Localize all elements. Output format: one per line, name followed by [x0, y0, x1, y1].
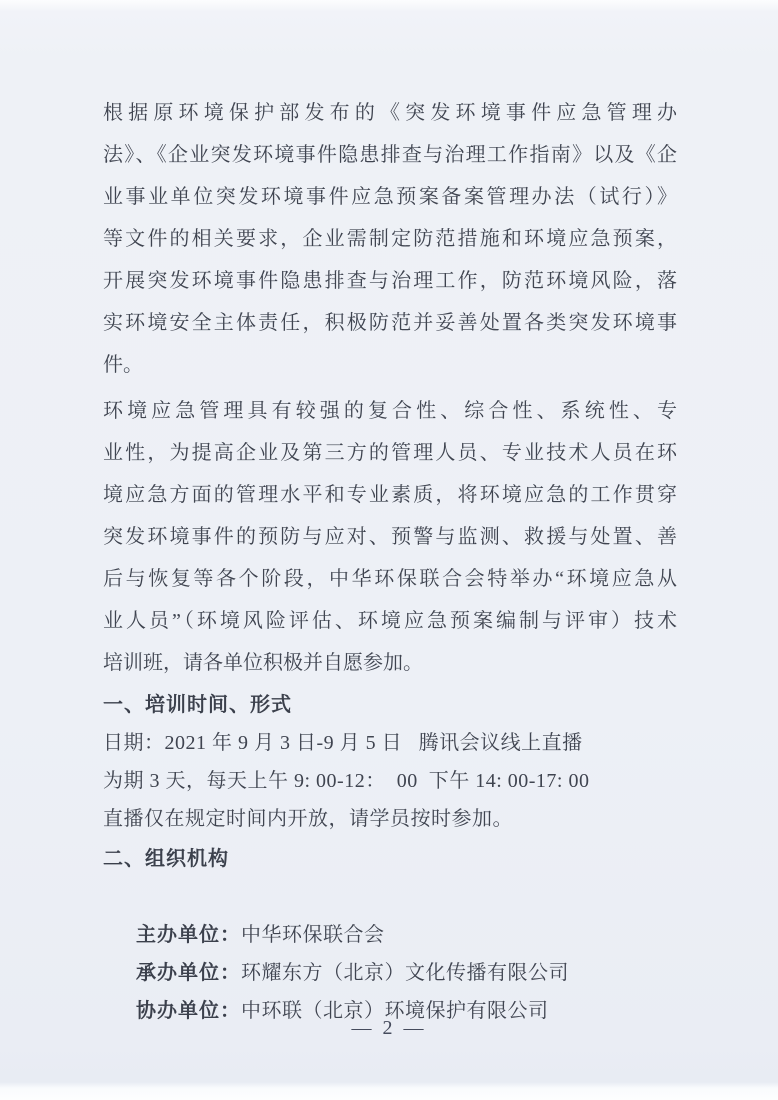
- training-hours-line: 为期 3 天，每天上午 9: 00-12： 00 下午 14: 00-17: 00: [103, 770, 590, 792]
- body-line: 后与恢复等各个阶段，中华环保联合会特举办“环境应急从: [103, 568, 677, 590]
- body-line: 开展突发环境事件隐患排查与治理工作，防范环境风险，落: [103, 270, 677, 292]
- training-date-line: 日期：2021 年 9 月 3 日-9 月 5 日 腾讯会议线上直播: [103, 732, 583, 754]
- section-heading-training-time: 一、培训时间、形式: [103, 694, 292, 716]
- organizer-value: 中环联（北京）环境保护有限公司: [241, 1000, 549, 1022]
- organizer-value: 环耀东方（北京）文化传播有限公司: [241, 962, 569, 984]
- body-line: 业事业单位突发环境事件应急预案备案管理办法（试行）》: [103, 186, 677, 208]
- organizer-label: 承办单位：: [136, 962, 241, 984]
- training-note-line: 直播仅在规定时间内开放，请学员按时参加。: [103, 808, 513, 830]
- body-line: 业人员”（环境风险评估、环境应急预案编制与评审）技术: [103, 610, 677, 632]
- organizer-label: 协办单位：: [136, 1000, 241, 1022]
- body-line: 业性，为提高企业及第三方的管理人员、专业技术人员在环: [103, 442, 677, 464]
- body-line: 环境应急管理具有较强的复合性、综合性、系统性、专: [103, 400, 677, 422]
- body-line: 件。: [103, 354, 143, 376]
- body-line: 实环境安全主体责任，积极防范并妥善处置各类突发环境事: [103, 312, 677, 334]
- organizer-line: [103, 878, 677, 946]
- body-line: 境应急方面的管理水平和专业素质，将环境应急的工作贯穿: [103, 484, 677, 506]
- body-line: 等文件的相关要求，企业需制定防范措施和环境应急预案，: [103, 228, 677, 250]
- body-line: 根据原环境保护部发布的《突发环境事件应急管理办: [103, 102, 677, 124]
- document-body: [103, 92, 677, 1022]
- organizer-label: 主办单位：: [136, 924, 241, 946]
- body-line: 突发环境事件的预防与应对、预警与监测、救援与处置、善: [103, 526, 677, 548]
- page-number: — 2 —: [351, 1017, 427, 1039]
- organizer-value: 中华环保联合会: [241, 924, 385, 946]
- body-line: 培训班，请各单位积极并自愿参加。: [103, 652, 423, 674]
- section-heading-organization: 二、组织机构: [103, 848, 229, 870]
- body-line: 法》、《企业突发环境事件隐患排查与治理工作指南》以及《企: [103, 144, 677, 166]
